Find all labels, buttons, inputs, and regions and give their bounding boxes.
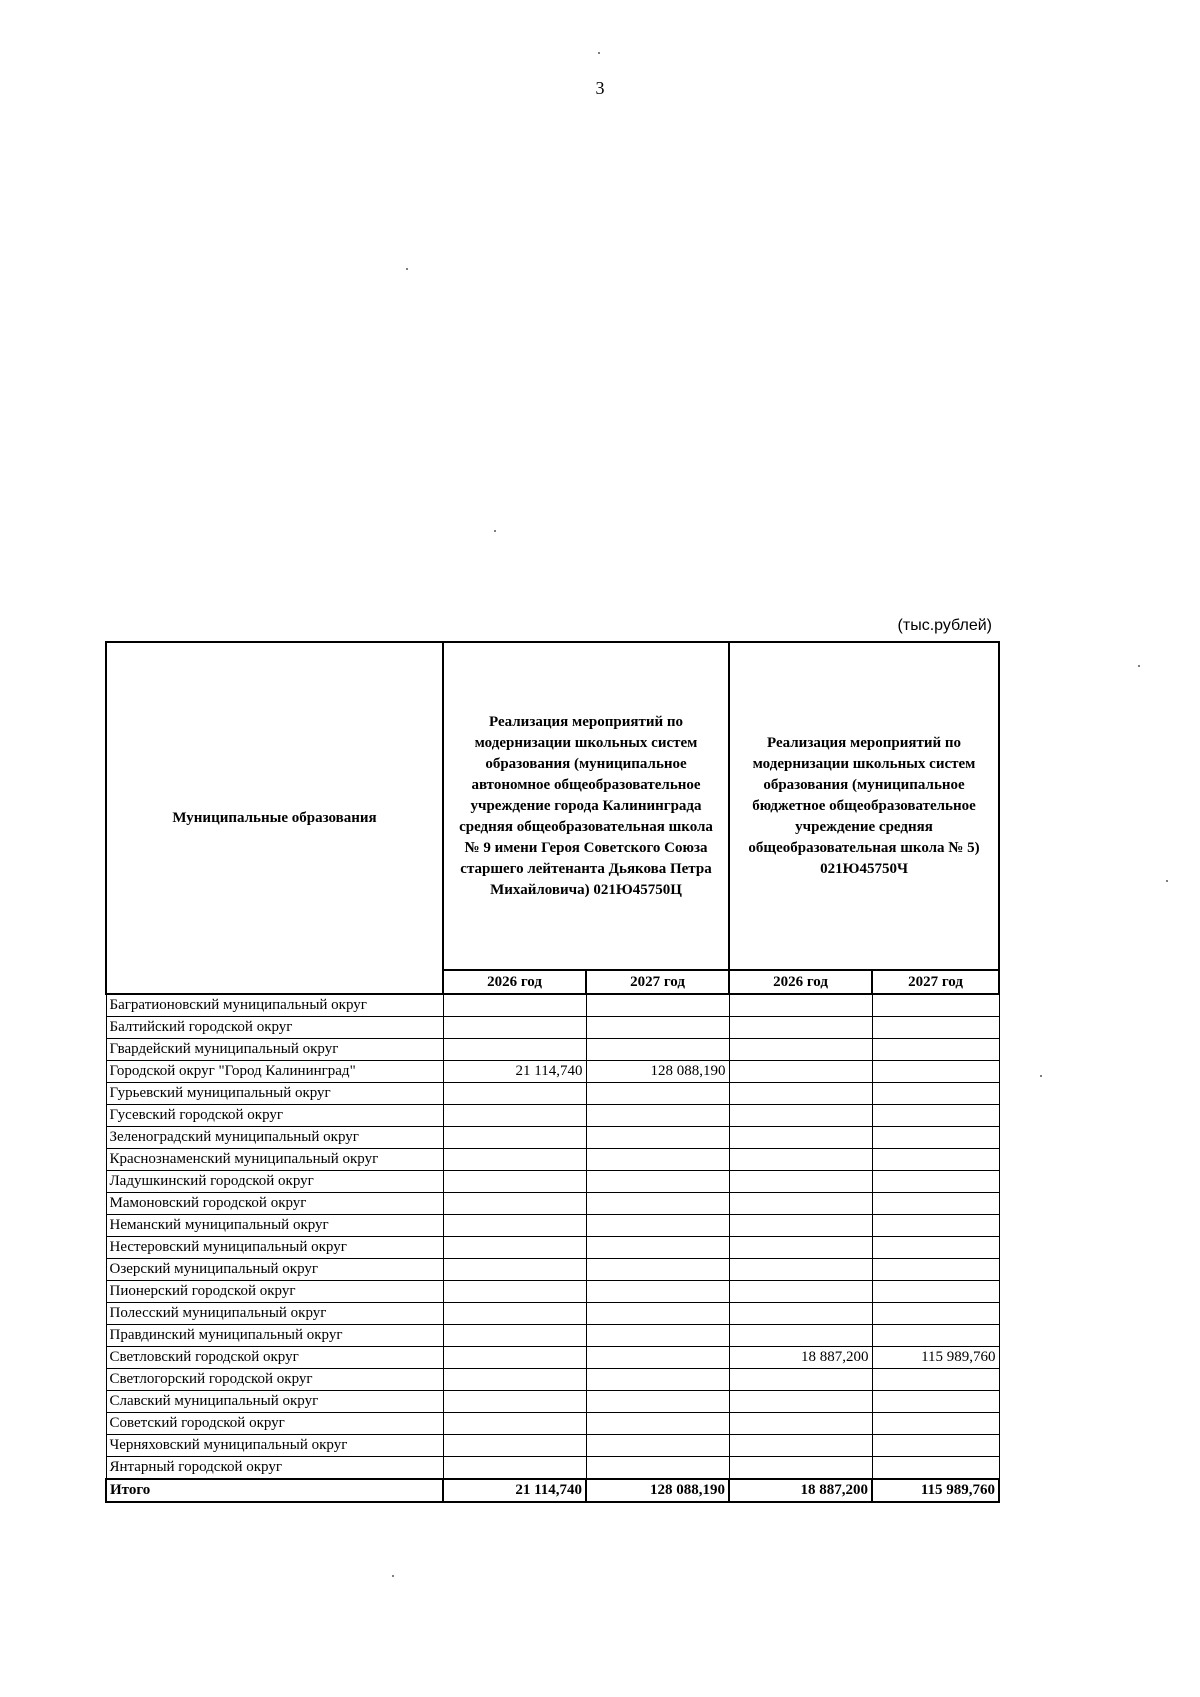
municipality-name: Правдинский муниципальный округ bbox=[106, 1325, 443, 1347]
value-g1-2026 bbox=[443, 1039, 586, 1061]
value-g1-2027 bbox=[586, 1017, 729, 1039]
value-g1-2026 bbox=[443, 1127, 586, 1149]
scan-speck bbox=[1166, 880, 1168, 882]
value-g1-2027 bbox=[586, 1435, 729, 1457]
municipality-name: Янтарный городской округ bbox=[106, 1457, 443, 1480]
scan-speck bbox=[1040, 1075, 1042, 1077]
value-g1-2026 bbox=[443, 1303, 586, 1325]
municipality-name: Мамоновский городской округ bbox=[106, 1193, 443, 1215]
value-g1-2026 bbox=[443, 1435, 586, 1457]
value-g2-2027 bbox=[872, 1391, 999, 1413]
municipalities-header bbox=[106, 642, 443, 994]
municipality-name: Ладушкинский городской округ bbox=[106, 1171, 443, 1193]
scan-speck bbox=[406, 268, 408, 270]
total-g1-2027: 128 088,190 bbox=[586, 1479, 729, 1502]
value-g2-2027 bbox=[872, 1303, 999, 1325]
units-note: (тыс.рублей) bbox=[897, 617, 992, 634]
value-g1-2027 bbox=[586, 1237, 729, 1259]
page-number: 3 bbox=[595, 78, 605, 98]
value-g1-2026 bbox=[443, 1193, 586, 1215]
value-g2-2027 bbox=[872, 1281, 999, 1303]
group2-header bbox=[729, 642, 999, 970]
total-label: Итого bbox=[106, 1479, 443, 1502]
municipality-name: Озерский муниципальный округ bbox=[106, 1259, 443, 1281]
value-g2-2026 bbox=[729, 1237, 872, 1259]
scan-speck bbox=[598, 52, 600, 54]
value-g1-2027 bbox=[586, 1281, 729, 1303]
table-row bbox=[106, 1149, 999, 1171]
municipality-name: Светлогорский городской округ bbox=[106, 1369, 443, 1391]
table-row bbox=[106, 1237, 999, 1259]
value-g2-2027 bbox=[872, 1413, 999, 1435]
value-g1-2026 bbox=[443, 994, 586, 1017]
value-g2-2026 bbox=[729, 1149, 872, 1171]
value-g1-2027 bbox=[586, 1039, 729, 1061]
value-g1-2026 bbox=[443, 1149, 586, 1171]
value-g1-2027 bbox=[586, 1369, 729, 1391]
table-row bbox=[106, 1083, 999, 1105]
value-g2-2026 bbox=[729, 1303, 872, 1325]
value-g2-2027 bbox=[872, 1369, 999, 1391]
scan-speck bbox=[494, 530, 496, 532]
table-row bbox=[106, 1193, 999, 1215]
table-row bbox=[106, 1391, 999, 1413]
value-g1-2026 bbox=[443, 1237, 586, 1259]
value-g1-2027 bbox=[586, 1127, 729, 1149]
value-g1-2027 bbox=[586, 1347, 729, 1369]
budget-table bbox=[105, 641, 1000, 1503]
value-g2-2027 bbox=[872, 1105, 999, 1127]
scan-speck bbox=[392, 1575, 394, 1577]
municipality-name: Славский муниципальный округ bbox=[106, 1391, 443, 1413]
value-g2-2027 bbox=[872, 1127, 999, 1149]
value-g1-2027 bbox=[586, 1193, 729, 1215]
total-g2-2026: 18 887,200 bbox=[729, 1479, 872, 1502]
value-g1-2026 bbox=[443, 1457, 586, 1480]
table-row bbox=[106, 1039, 999, 1061]
municipality-name: Пионерский городской округ bbox=[106, 1281, 443, 1303]
value-g2-2027 bbox=[872, 1083, 999, 1105]
value-g2-2026 bbox=[729, 1193, 872, 1215]
value-g1-2026: 21 114,740 bbox=[443, 1061, 586, 1083]
value-g1-2027 bbox=[586, 1303, 729, 1325]
municipality-name: Нестеровский муниципальный округ bbox=[106, 1237, 443, 1259]
scan-speck bbox=[1138, 665, 1140, 667]
municipality-name: Гурьевский муниципальный округ bbox=[106, 1083, 443, 1105]
value-g1-2027 bbox=[586, 1105, 729, 1127]
value-g1-2027 bbox=[586, 1215, 729, 1237]
value-g2-2026 bbox=[729, 1017, 872, 1039]
municipality-name: Краснознаменский муниципальный округ bbox=[106, 1149, 443, 1171]
group1-year-2027: 2027 год bbox=[586, 970, 729, 994]
value-g2-2026 bbox=[729, 1215, 872, 1237]
table-row bbox=[106, 994, 999, 1017]
value-g2-2026 bbox=[729, 1105, 872, 1127]
municipality-name: Полесский муниципальный округ bbox=[106, 1303, 443, 1325]
municipality-name: Городской округ "Город Калининград" bbox=[106, 1061, 443, 1083]
table-row bbox=[106, 1435, 999, 1457]
value-g2-2026 bbox=[729, 1061, 872, 1083]
table-row bbox=[106, 1105, 999, 1127]
value-g2-2027 bbox=[872, 1237, 999, 1259]
group1-header bbox=[443, 642, 729, 970]
municipality-name: Светловский городской округ bbox=[106, 1347, 443, 1369]
value-g2-2026 bbox=[729, 1413, 872, 1435]
value-g2-2027 bbox=[872, 1171, 999, 1193]
value-g1-2026 bbox=[443, 1281, 586, 1303]
value-g2-2026 bbox=[729, 1127, 872, 1149]
group2-header-text: Реализация мероприятий по модернизации школьных систем образования (муниципальное бюджетное общеобразовательное учреждение средняя общеобразовательная школа № 5) 021Ю45750Ч bbox=[748, 734, 980, 877]
group1-header-text: Реализация мероприятий по модернизации школьных систем образования (муниципальное автономное общеобразовательное учреждение города Калининграда средняя общеобразовательная школа № 9 имени Героя Советского Союза старшего лейтенанта Дьякова Петра Михайловича) 021Ю45750Ц bbox=[459, 713, 713, 898]
value-g2-2027 bbox=[872, 1435, 999, 1457]
value-g1-2026 bbox=[443, 1215, 586, 1237]
value-g2-2026 bbox=[729, 1391, 872, 1413]
table-row bbox=[106, 1347, 999, 1369]
value-g1-2026 bbox=[443, 1083, 586, 1105]
table-row bbox=[106, 1457, 999, 1480]
value-g2-2027 bbox=[872, 1193, 999, 1215]
value-g2-2026 bbox=[729, 1281, 872, 1303]
value-g2-2026 bbox=[729, 1457, 872, 1480]
table-row bbox=[106, 1171, 999, 1193]
table-row bbox=[106, 1061, 999, 1083]
value-g1-2027 bbox=[586, 1171, 729, 1193]
value-g2-2027 bbox=[872, 1149, 999, 1171]
municipality-name: Балтийский городской округ bbox=[106, 1017, 443, 1039]
table-row bbox=[106, 1215, 999, 1237]
value-g1-2026 bbox=[443, 1413, 586, 1435]
table-body bbox=[106, 994, 999, 1479]
table-row bbox=[106, 1017, 999, 1039]
table-row bbox=[106, 1325, 999, 1347]
value-g2-2026 bbox=[729, 1435, 872, 1457]
value-g2-2026 bbox=[729, 1325, 872, 1347]
municipality-name: Зеленоградский муниципальный округ bbox=[106, 1127, 443, 1149]
value-g1-2027 bbox=[586, 1149, 729, 1171]
value-g2-2027 bbox=[872, 1325, 999, 1347]
group2-year-2027: 2027 год bbox=[872, 970, 999, 994]
value-g1-2026 bbox=[443, 1259, 586, 1281]
total-g2-2027: 115 989,760 bbox=[872, 1479, 999, 1502]
value-g2-2027 bbox=[872, 1061, 999, 1083]
value-g2-2027 bbox=[872, 1457, 999, 1480]
value-g1-2026 bbox=[443, 1369, 586, 1391]
group2-year-2026: 2026 год bbox=[729, 970, 872, 994]
total-row bbox=[106, 1479, 999, 1502]
group1-year-2026: 2026 год bbox=[443, 970, 586, 994]
value-g1-2026 bbox=[443, 1391, 586, 1413]
municipalities-header-text: Муниципальные образования bbox=[172, 809, 377, 826]
table-row bbox=[106, 1127, 999, 1149]
value-g1-2027 bbox=[586, 1391, 729, 1413]
value-g1-2027: 128 088,190 bbox=[586, 1061, 729, 1083]
value-g2-2027 bbox=[872, 1017, 999, 1039]
municipality-name: Багратионовский муниципальный округ bbox=[106, 994, 443, 1017]
value-g2-2026 bbox=[729, 1259, 872, 1281]
value-g2-2027 bbox=[872, 1259, 999, 1281]
value-g2-2027 bbox=[872, 994, 999, 1017]
table-row bbox=[106, 1413, 999, 1435]
value-g1-2027 bbox=[586, 994, 729, 1017]
value-g1-2027 bbox=[586, 1083, 729, 1105]
table-row bbox=[106, 1281, 999, 1303]
municipality-name: Черняховский муниципальный округ bbox=[106, 1435, 443, 1457]
value-g1-2027 bbox=[586, 1457, 729, 1480]
value-g1-2026 bbox=[443, 1017, 586, 1039]
municipality-name: Гвардейский муниципальный округ bbox=[106, 1039, 443, 1061]
value-g1-2026 bbox=[443, 1325, 586, 1347]
value-g2-2027 bbox=[872, 1215, 999, 1237]
municipality-name: Советский городской округ bbox=[106, 1413, 443, 1435]
value-g2-2027 bbox=[872, 1039, 999, 1061]
municipality-name: Гусевский городской округ bbox=[106, 1105, 443, 1127]
value-g1-2026 bbox=[443, 1171, 586, 1193]
table-row bbox=[106, 1303, 999, 1325]
value-g2-2027: 115 989,760 bbox=[872, 1347, 999, 1369]
value-g1-2027 bbox=[586, 1413, 729, 1435]
value-g2-2026 bbox=[729, 994, 872, 1017]
total-g1-2026: 21 114,740 bbox=[443, 1479, 586, 1502]
value-g2-2026 bbox=[729, 1083, 872, 1105]
municipality-name: Неманский муниципальный округ bbox=[106, 1215, 443, 1237]
value-g2-2026: 18 887,200 bbox=[729, 1347, 872, 1369]
value-g2-2026 bbox=[729, 1171, 872, 1193]
value-g1-2026 bbox=[443, 1347, 586, 1369]
value-g1-2027 bbox=[586, 1259, 729, 1281]
value-g1-2026 bbox=[443, 1105, 586, 1127]
value-g2-2026 bbox=[729, 1039, 872, 1061]
value-g2-2026 bbox=[729, 1369, 872, 1391]
value-g1-2027 bbox=[586, 1325, 729, 1347]
table-row bbox=[106, 1259, 999, 1281]
table-row bbox=[106, 1369, 999, 1391]
